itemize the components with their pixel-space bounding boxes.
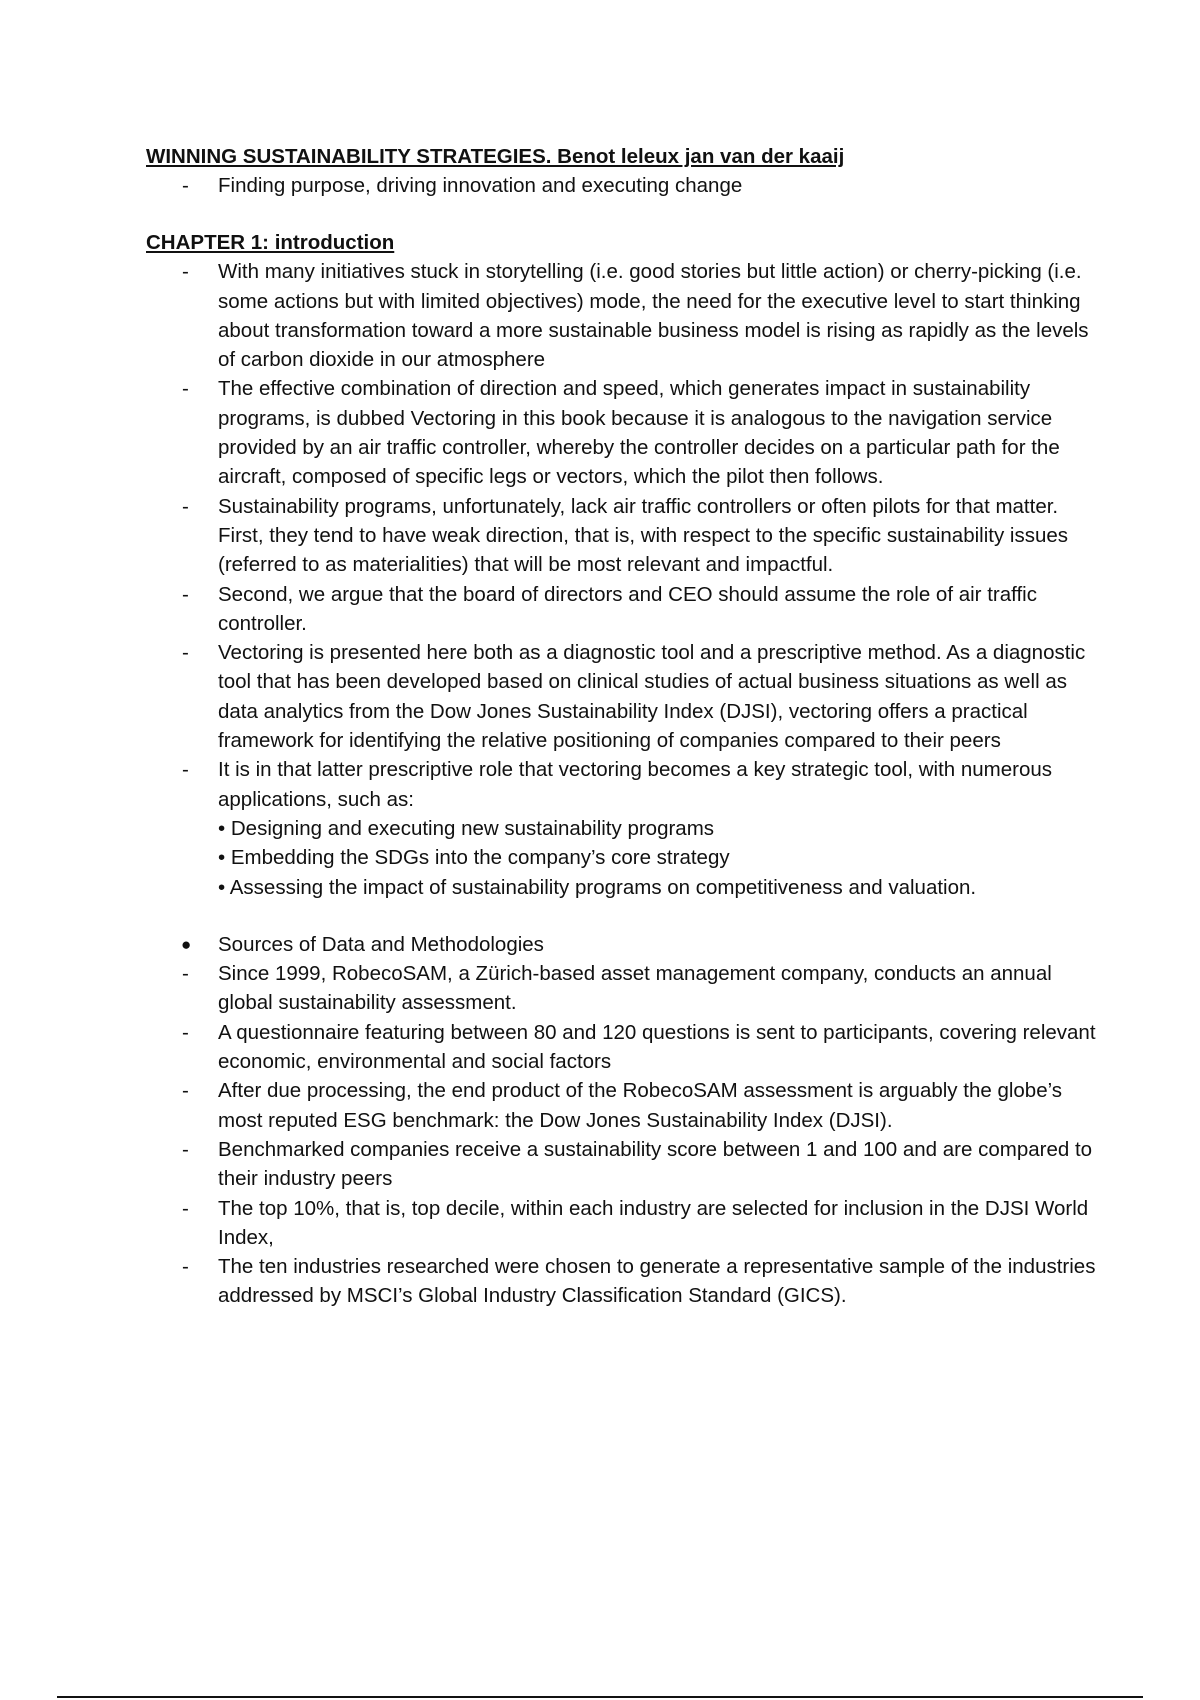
bullet-marker: ● xyxy=(181,934,192,954)
list-item xyxy=(146,1076,1096,1135)
dash-marker: - xyxy=(182,1255,189,1279)
dash-marker: - xyxy=(182,1079,189,1103)
list-item-text: Vectoring is presented here both as a diagnostic tool and a prescriptive method. As a diagnostic tool that has been developed based on clinical studies of actual business situations as well as data analytics from the Dow Jones Sustainability Index (DJSI), vectoring offers a practical framework for identifying the relative positioning of companies compared to their peers xyxy=(218,641,1086,753)
dash-marker: - xyxy=(182,1020,189,1044)
dash-marker: - xyxy=(182,962,189,986)
dash-marker: - xyxy=(182,260,189,284)
dash-marker: - xyxy=(182,1137,189,1161)
list-item xyxy=(146,1194,1096,1253)
chapter-heading: CHAPTER 1: introduction xyxy=(146,231,395,255)
dash-marker: - xyxy=(182,1196,189,1220)
list-item xyxy=(146,1252,1096,1311)
application-item: • Embedding the SDGs into the company’s core strategy xyxy=(218,846,730,870)
list-item xyxy=(146,638,1096,755)
list-item-text: With many initiatives stuck in storytelling (i.e. good stories but little action) or cherry-picking (i.e. some actions but with limited objectives) mode, the need for the executive level to start thinking about transformation toward a more sustainable business model is rising as rapidly as the levels of carbon dioxide in our atmosphere xyxy=(218,260,1089,372)
list-item xyxy=(146,959,1096,1018)
list-item-text: A questionnaire featuring between 80 and 120 questions is sent to participants, covering relevant economic, environmental and social factors xyxy=(218,1020,1096,1074)
list-item xyxy=(146,492,1096,580)
document-page xyxy=(146,142,1096,1311)
list-item-text: The ten industries researched were chosen to generate a representative sample of the industries addressed by MSCI’s Global Industry Classification Standard (GICS). xyxy=(218,1255,1096,1308)
dash-marker: - xyxy=(182,582,189,606)
list-item xyxy=(146,755,1096,901)
list-item xyxy=(146,580,1096,639)
chapter-list xyxy=(146,257,1096,902)
application-item: • Designing and executing new sustainability programs xyxy=(218,816,715,840)
footer-divider xyxy=(57,1696,1143,1698)
dash-marker: - xyxy=(182,758,189,782)
list-item xyxy=(146,257,1096,374)
document-title: WINNING SUSTAINABILITY STRATEGIES. Benot leleux jan van der kaaij xyxy=(146,145,845,168)
section-bullet xyxy=(146,930,1096,959)
data-section-heading: Sources of Data and Methodologies xyxy=(218,932,544,956)
list-item xyxy=(146,171,1096,200)
data-sources-list xyxy=(146,930,1096,1311)
list-item-text: The effective combination of direction and speed, which generates impact in sustainability programs, is dubbed Vectoring in this book because it is analogous to the navigation service provided by an air traffic controller, whereby the controller decides on a particular path for the aircraft, composed of specific legs or vectors, which the pilot then follows. xyxy=(218,377,1060,489)
list-item-text: Benchmarked companies receive a sustainability score between 1 and 100 and are compared to their industry peers xyxy=(218,1137,1093,1191)
list-item xyxy=(146,374,1096,491)
list-item-text: It is in that latter prescriptive role that vectoring becomes a key strategic tool, with numerous applications, such as: xyxy=(218,758,1053,811)
list-item-text: After due processing, the end product of the RobecoSAM assessment is arguably the globe’s most reputed ESG benchmark: the Dow Jones Sustainability Index (DJSI). xyxy=(218,1079,1063,1132)
list-item xyxy=(146,1018,1096,1077)
application-item: • Assessing the impact of sustainability programs on competitiveness and valuation. xyxy=(218,875,977,899)
dash-marker: - xyxy=(182,377,189,401)
dash-marker: - xyxy=(182,174,189,197)
list-item-text: Finding purpose, driving innovation and executing change xyxy=(218,174,743,197)
dash-marker: - xyxy=(182,641,189,665)
list-item-text: Since 1999, RobecoSAM, a Zürich-based asset management company, conducts an annual global sustainability assessment. xyxy=(218,962,1052,1015)
list-item xyxy=(146,1135,1096,1194)
list-item-text: The top 10%, that is, top decile, within each industry are selected for inclusion in the DJSI World Index, xyxy=(218,1196,1089,1249)
list-item-text: Sustainability programs, unfortunately, lack air traffic controllers or often pilots for that matter. First, they tend to have weak direction, that is, with respect to the specific sustainability issues (referred to as materialities) that will be most relevant and impactful. xyxy=(218,494,1069,577)
subtitle-list xyxy=(146,171,1096,200)
list-item-text: Second, we argue that the board of directors and CEO should assume the role of air traffic controller. xyxy=(218,582,1037,635)
dash-marker: - xyxy=(182,494,189,518)
